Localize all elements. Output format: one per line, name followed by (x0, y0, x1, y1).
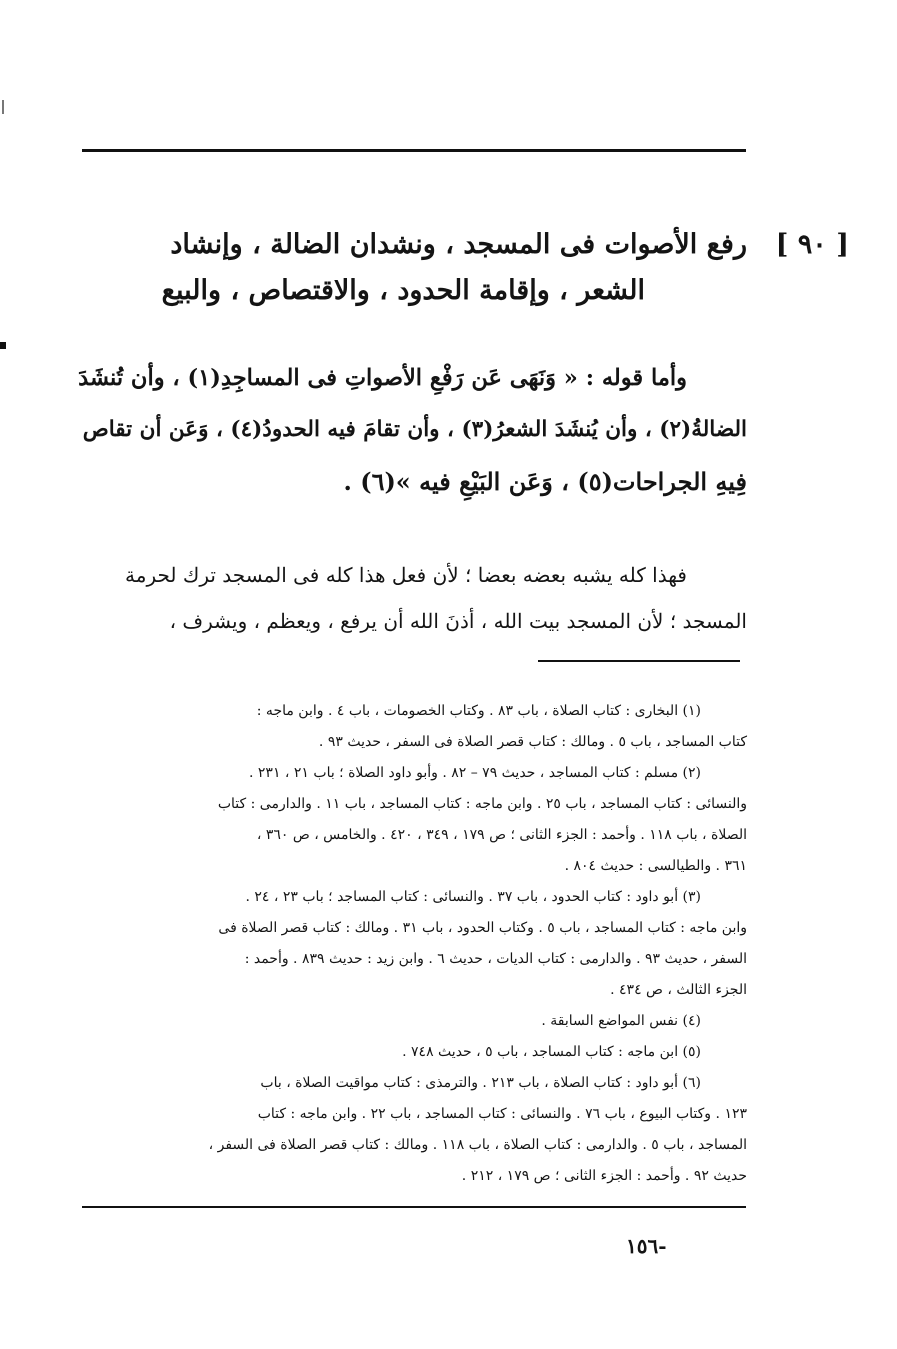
section-heading (77, 222, 849, 314)
body-line: المسجد ؛ لأن المسجد بيت الله ، أذنَ الله أن يرفع ، ويعظم ، ويشرف ، (169, 609, 747, 633)
footnote-line: (٤) نفس المواضع السابقة . (541, 1013, 701, 1029)
section-number: [ ٩٠ ] (775, 229, 849, 260)
footnote-line: السفر ، حديث ٩٣ . والدارمى : كتاب الديات ، حديث ٦ . وابن زيد : حديث ٨٣٩ . وأحمد : (244, 951, 747, 967)
quote-line: وأما قوله : « وَنَهَى عَن رَفْعِ الأصواتِ فى المساجِدِ(١) ، وأن تُنشَدَ (78, 365, 687, 391)
body-paragraph (77, 552, 747, 644)
footnote-line: ١٢٣ . وكتاب البيوع ، باب ٧٦ . والنسائى : كتاب المساجد ، باب ٢٢ . وابن ماجه : كتاب (257, 1106, 747, 1122)
body-line: فهذا كله يشبه بعضه بعضا ؛ لأن فعل هذا كله فى المسجد ترك لحرمة (125, 563, 687, 587)
heading-line: رفع الأصوات فى المسجد ، ونشدان الضالة ، وإنشاد (170, 229, 747, 260)
footnote-line: (٢) مسلم : كتاب المساجد ، حديث ٧٩ – ٨٢ . وأبو داود الصلاة ؛ باب ٢١ ، ٢٣١ . (249, 765, 701, 781)
footnotes (77, 696, 747, 1192)
quote-paragraph (77, 352, 747, 508)
footnote-line: المساجد ، باب ٥ . والدارمى : كتاب الصلاة ، باب ١١٨ . ومالك : كتاب قصر الصلاة فى السفر ، (208, 1137, 747, 1153)
footnote-line: (٦) أبو داود : كتاب الصلاة ، باب ٢١٣ . والترمذى : كتاب مواقيت الصلاة ، باب (260, 1075, 701, 1091)
footnote-line: الجزء الثالث ، ص ٤٣٤ . (610, 982, 747, 998)
footnote-line: (٣) أبو داود : كتاب الحدود ، باب ٣٧ . والنسائى : كتاب المساجد ؛ باب ٢٣ ، ٢٤ . (245, 889, 701, 905)
footnote-line: وابن ماجه : كتاب المساجد ، باب ٥ . وكتاب الحدود ، باب ٣١ . ومالك : كتاب قصر الصلاة فى (218, 920, 747, 936)
footnote-line: والنسائى : كتاب المساجد ، باب ٢٥ . وابن ماجه : كتاب المساجد ، باب ١١ . والدارمى : كتاب (217, 796, 747, 812)
quote-line: الضالةُ(٢) ، وأن يُنشَدَ الشعرُ(٣) ، وأن تقامَ فيه الحدودُ(٤) ، وَعَن أن تقاص (82, 417, 747, 442)
footnote-line: (٥) ابن ماجه : كتاب المساجد ، باب ٥ ، حديث ٧٤٨ . (402, 1044, 701, 1060)
footnote-line: ٣٦١ . والطيالسى : حديث ٨٠٤ . (564, 858, 747, 874)
quote-line: فِيهِ الجراحات(٥) ، وَعَن البَيْعِ فيه »(٦) . (343, 467, 747, 496)
scan-mark (2, 100, 4, 114)
heading-line: الشعر ، وإقامة الحدود ، والاقتصاص ، والبيع (161, 275, 645, 306)
footnote-separator (538, 660, 740, 662)
bottom-rule (82, 1206, 746, 1208)
footnote-line: (١) البخارى : كتاب الصلاة ، باب ٨٣ . وكتاب الخصومات ، باب ٤ . وابن ماجه : (256, 703, 701, 719)
scan-mark (0, 342, 6, 349)
footnote-line: حديث ٩٢ . وأحمد : الجزء الثانى ؛ ص ١٧٩ ، ٢١٢ . (461, 1168, 747, 1184)
footnote-line: كتاب المساجد ، باب ٥ . ومالك : كتاب قصر الصلاة فى السفر ، حديث ٩٣ . (318, 734, 747, 750)
page-number: -١٥٦ (626, 1234, 667, 1258)
footnote-line: الصلاة ، باب ١١٨ . وأحمد : الجزء الثانى ؛ ص ١٧٩ ، ٣٤٩ ، ٤٢٠ . والخامس ، ص ٣٦٠ ، (256, 827, 747, 843)
top-rule (82, 149, 746, 152)
